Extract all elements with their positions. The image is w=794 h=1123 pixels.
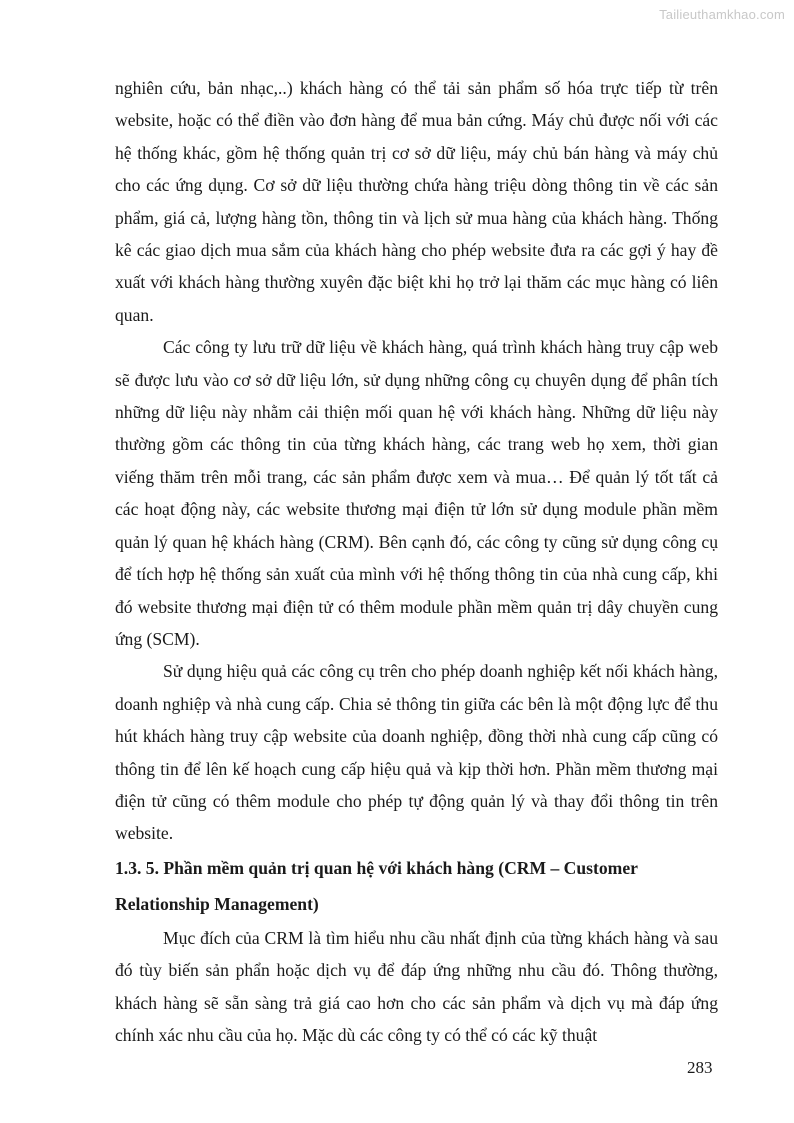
- paragraph-tools-effectiveness: Sử dụng hiệu quả các công cụ trên cho phép doanh nghiệp kết nối khách hàng, doanh nghiệp và nhà cung cấp. Chia sẻ thông tin giữa các bên là một động lực để thu hút khách hàng truy cập website của doanh nghiệp, đồng thời nhà cung cấp cũng có thông tin để lên kế hoạch cung cấp hiệu quả và kịp thời hơn. Phần mềm thương mại điện tử cũng có thêm module cho phép tự động quản lý và thay đổi thông tin trên website.: [115, 661, 718, 844]
- paragraph-customer-data: Các công ty lưu trữ dữ liệu về khách hàng, quá trình khách hàng truy cập web sẽ được lưu vào cơ sở dữ liệu lớn, sử dụng những công cụ chuyên dụng để phân tích những dữ liệu này nhằm cải thiện mối quan hệ với khách hàng. Những dữ liệu này thường gồm các thông tin của từng khách hàng, các trang web họ xem, thời gian viếng thăm trên mỗi trang, các sản phẩm được xem và mua… Để quản lý tốt tất cả các hoạt động này, các website thương mại điện tử lớn sử dụng module phần mềm quản lý quan hệ khách hàng (CRM). Bên cạnh đó, các công ty cũng sử dụng công cụ để tích hợp hệ thống sản xuất của mình với hệ thống thông tin của nhà cung cấp, khi đó website thương mại điện tử có thêm module phần mềm quản trị dây chuyền cung ứng (SCM).: [115, 337, 718, 649]
- page-body: [115, 72, 718, 1051]
- section-heading-crm: 1.3. 5. Phần mềm quản trị quan hệ với khách hàng (CRM – Customer Relationship Management): [115, 857, 638, 914]
- page-number: 283: [687, 1058, 713, 1077]
- paragraph-crm-purpose: Mục đích của CRM là tìm hiểu nhu cầu nhất định của từng khách hàng và sau đó tùy biến sản phẩn hoặc dịch vụ để đáp ứng những nhu cầu đó. Thông thường, khách hàng sẽ sẵn sàng trả giá cao hơn cho các sản phẩm và dịch vụ mà đáp ứng chính xác nhu cầu của họ. Mặc dù các công ty có thể có các kỹ thuật: [115, 927, 718, 1045]
- watermark-text: Tailieuthamkhao.com: [659, 7, 785, 22]
- paragraph-continued: nghiên cứu, bản nhạc,..) khách hàng có thể tải sản phẩm số hóa trực tiếp từ trên website, hoặc có thể điền vào đơn hàng để mua bản cứng. Máy chủ được nối với các hệ thống khác, gồm hệ thống quản trị cơ sở dữ liệu, máy chủ bán hàng và máy chủ cho các ứng dụng. Cơ sở dữ liệu thường chứa hàng triệu dòng thông tin về các sản phẩm, giá cả, lượng hàng tồn, thông tin và lịch sử mua hàng của khách hàng. Thống kê các giao dịch mua sắm của khách hàng cho phép website đưa ra các gợi ý hay đề xuất với khách hàng thường xuyên đặc biệt khi họ trở lại thăm các mục hàng có liên quan.: [115, 78, 718, 325]
